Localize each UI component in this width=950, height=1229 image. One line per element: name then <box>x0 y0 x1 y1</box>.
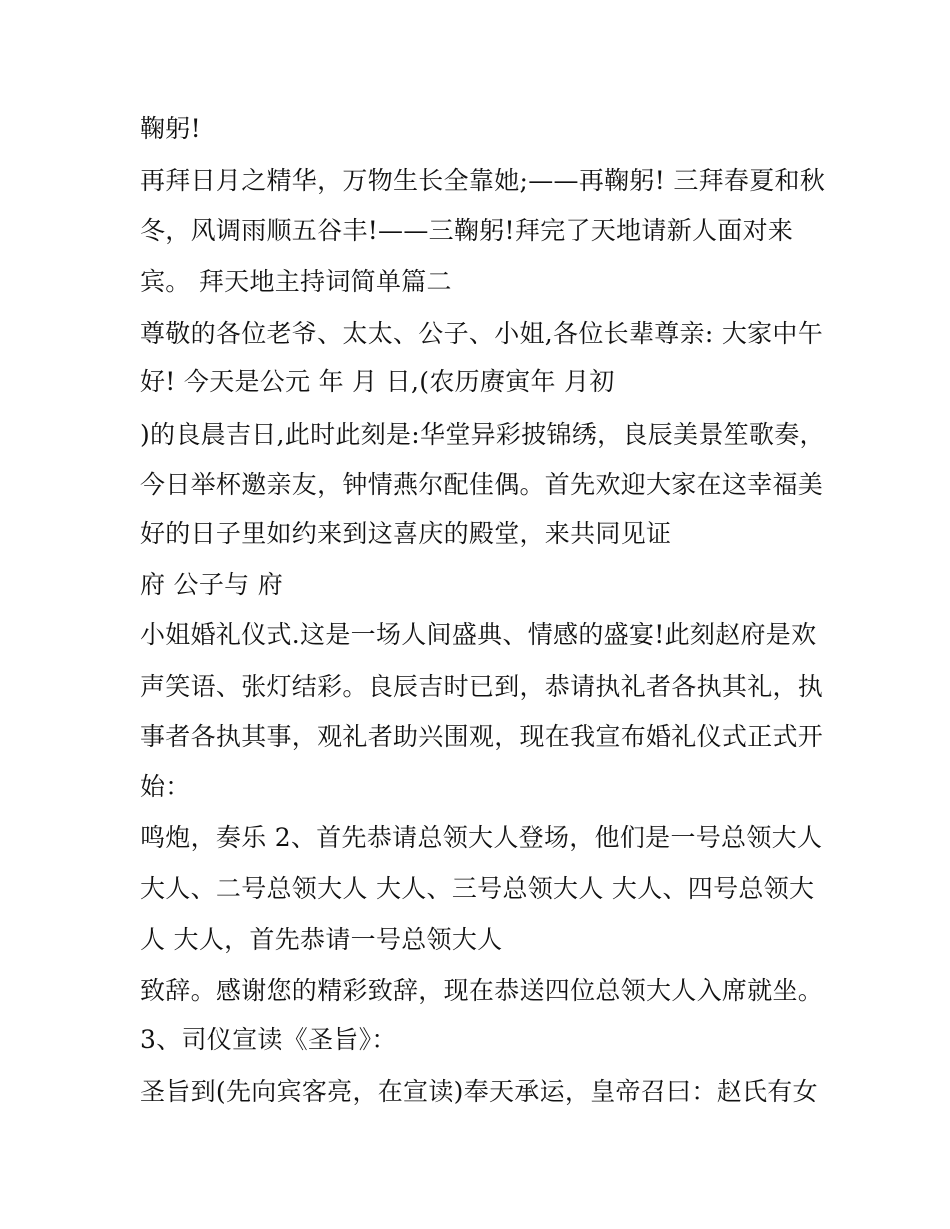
text-line: 声笑语、张灯结彩。良辰吉时已到，恭请执礼者各执其礼，执 <box>140 672 824 701</box>
text-line: 冬，风调雨顺五谷丰!——三鞠躬!拜完了天地请新人面对来 <box>140 216 794 245</box>
text-line: 好的日子里如约来到这喜庆的殿堂，来共同见证 <box>140 519 672 548</box>
text-line: 再拜日月之精华，万物生长全靠她;——再鞠躬! 三拜春夏和秋 <box>140 166 826 195</box>
text-line: 小姐婚礼仪式.这是一场人间盛典、情感的盛宴!此刻赵府是欢 <box>140 620 817 649</box>
text-line: 致辞。感谢您的精彩致辞，现在恭送四位总领大人入席就坐。 <box>140 976 824 1005</box>
text-line: 今日举杯邀亲友，钟情燕尔配佳偶。首先欢迎大家在这幸福美 <box>140 470 824 499</box>
text-line: 圣旨到(先向宾客亮，在宣读)奉天承运，皇帝召曰：赵氏有女 <box>140 1077 818 1106</box>
text-line: 人 大人，首先恭请一号总领大人 <box>140 925 503 954</box>
text-line: 事者各执其事，观礼者助兴围观，现在我宣布婚礼仪式正式开 <box>140 722 824 751</box>
text-line: 3、司仪宣读《圣旨》： <box>140 1025 397 1054</box>
text-line: 始： <box>140 772 191 801</box>
text-line: 大人、二号总领大人 大人、三号总领大人 大人、四号总领大 <box>140 874 815 903</box>
text-line: )的良晨吉日,此时此刻是:华堂异彩披锦绣，良辰美景笙歌奏， <box>140 420 825 449</box>
text-line: 鸣炮，奏乐 2、首先恭请总领大人登场，他们是一号总领大人 <box>140 823 823 852</box>
text-line: 尊敬的各位老爷、太太、公子、小姐,各位长辈尊亲: 大家中午 <box>140 319 824 348</box>
text-line: 鞠躬! <box>140 114 201 143</box>
text-line: 宾。 拜天地主持词简单篇二 <box>140 267 452 296</box>
text-line: 好! 今天是公元 年 月 日,(农历赓寅年 月初 <box>140 367 615 396</box>
text-line: 府 公子与 府 <box>140 570 283 599</box>
